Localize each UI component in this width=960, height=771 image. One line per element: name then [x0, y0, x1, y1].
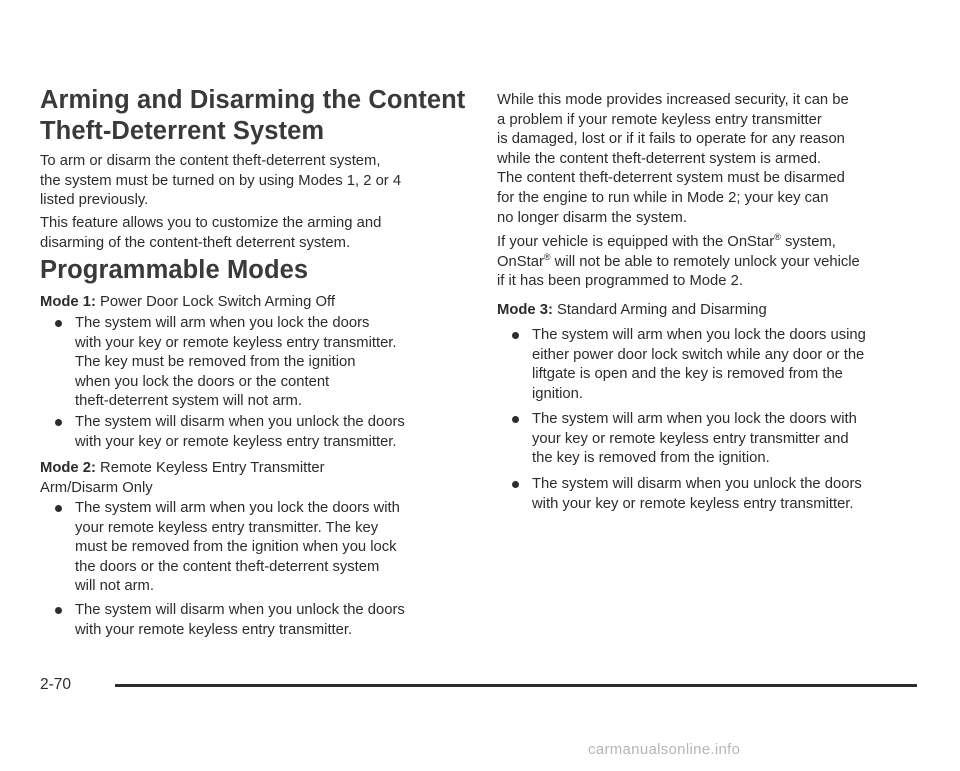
bullet-icon: [55, 419, 62, 426]
bullet-icon: [55, 505, 62, 512]
mode2-bullet-2: The system will disarm when you unlock the doors with your remote keyless entry transmitter.: [75, 602, 405, 638]
section-heading-line2: Theft-Deterrent System: [40, 117, 325, 145]
programmable-modes-heading: Programmable Modes: [40, 256, 309, 284]
mode1-title: Power Door Lock Switch Arming Off: [100, 294, 335, 310]
mode3-bullet-2: The system will arm when you lock the doors with your key or remote keyless entry transmitter and the key is removed from the ignition.: [532, 411, 857, 467]
intro-paragraph: To arm or disarm the content theft-deterrent system, the system must be turned on by using Modes 1, 2 or 4 listed previously.: [40, 153, 402, 209]
mode1-bullet-1: The system will arm when you lock the doors with your key or remote keyless entry transmitter. The key must be removed from the ignition when you lock the doors or the content theft-deterrent system will not arm.: [75, 315, 397, 410]
mode1-bullet-2: The system will disarm when you unlock the doors with your key or remote keyless entry transmitter.: [75, 414, 405, 450]
mode2-line: [40, 459, 325, 498]
mode3-title: Standard Arming and Disarming: [557, 302, 767, 318]
mode2-bullet-1: The system will arm when you lock the doors with your remote keyless entry transmitter. The key must be removed from the ignition when you lock the doors or the content theft-deterrent system will not arm.: [75, 500, 400, 595]
mode3-label: Mode 3:: [497, 302, 553, 318]
onstar-text-b: system,: [780, 234, 836, 250]
onstar-text-a: If your vehicle is equipped with the OnStar: [497, 234, 775, 250]
bullet-icon: [512, 416, 519, 423]
feature-paragraph: This feature allows you to customize the arming and disarming of the content-theft deterrent system.: [40, 215, 382, 251]
bullet-icon: [55, 320, 62, 327]
onstar-text-c: OnStar: [497, 253, 544, 270]
page-number: 2-70: [40, 676, 72, 693]
watermark: carmanualsonline.info: [588, 741, 741, 758]
bullet-icon: [55, 607, 62, 614]
onstar-paragraph: [497, 233, 860, 292]
registered-mark: ®: [543, 251, 551, 262]
section-heading-line1: Arming and Disarming the Content: [40, 86, 466, 114]
mode2-warning-paragraph: While this mode provides increased security, it can be a problem if your remote keyless entry transmitter is damaged, lost or if it fails to operate for any reason while the content theft-deterrent system is armed. The content theft-deterrent system must be disarmed for the engine to run while in Mode 2; your key can no longer disarm the system.: [497, 92, 849, 226]
mode3-bullet-1: The system will arm when you lock the doors using either power door lock switch while any door or the liftgate is open and the key is removed from the ignition.: [532, 327, 866, 402]
footer-rule: [115, 684, 917, 687]
mode2-title-line2: Arm/Disarm Only: [40, 479, 153, 496]
registered-mark: ®: [774, 232, 781, 242]
onstar-text-d: will not be able to remotely unlock your vehicle if it has been programmed to Mode 2.: [497, 253, 860, 290]
mode1-label: Mode 1:: [40, 294, 96, 310]
mode3-line: [497, 301, 767, 321]
mode3-bullet-3: The system will disarm when you unlock the doors with your key or remote keyless entry transmitter.: [532, 476, 862, 512]
mode2-label: Mode 2:: [40, 460, 96, 476]
mode1-line: [40, 293, 335, 313]
bullet-icon: [512, 332, 519, 339]
bullet-icon: [512, 481, 519, 488]
mode2-title-line1: Remote Keyless Entry Transmitter: [100, 460, 325, 476]
